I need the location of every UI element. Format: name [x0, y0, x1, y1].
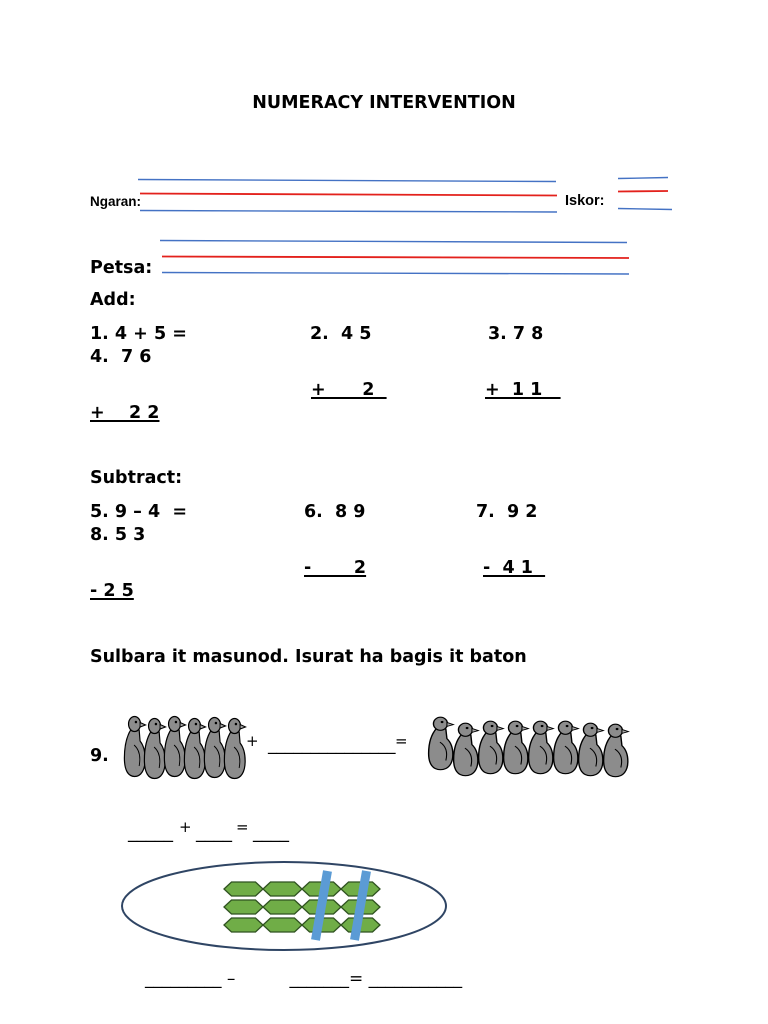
- sentence-equals-sign: =: [236, 818, 249, 836]
- add-problem-1: 1. 4 + 5 =: [90, 324, 187, 344]
- duck-group-right: [424, 712, 634, 782]
- answer-blank: _______________: [268, 735, 396, 755]
- page-title: NUMERACY INTERVENTION: [252, 93, 516, 113]
- add-heading: Add:: [90, 290, 136, 310]
- duck-icon: [124, 717, 145, 777]
- problem-9-number: 9.: [90, 746, 109, 766]
- subtract-problem-6-bottom: - 2: [304, 558, 367, 578]
- subtract-problem-5: 5. 9 – 4 =: [90, 502, 188, 522]
- subtract-problem-6-top: 6. 8 9: [304, 502, 366, 522]
- duck-group-left: [122, 712, 250, 784]
- score-line-middle: [618, 191, 668, 192]
- duck-icon: [504, 721, 529, 774]
- hexagon-block-icon: [224, 900, 263, 914]
- duck-icon: [429, 717, 454, 770]
- date-line-top: [160, 241, 627, 243]
- hexagon-block-icon: [263, 882, 302, 896]
- name-label: Ngaran:: [90, 194, 142, 209]
- score-label: Iskor:: [565, 193, 605, 209]
- add-problem-4-top: 4. 7 6: [90, 347, 152, 367]
- block-picture: [118, 857, 452, 957]
- subtract-problem-8-bottom: - 2 5: [90, 581, 134, 601]
- duck-icon: [144, 719, 165, 779]
- duck-icon: [224, 719, 245, 779]
- writing-lines: [0, 0, 768, 290]
- score-line-top: [618, 178, 668, 179]
- add-problem-4-bottom: + 2 2: [90, 403, 160, 423]
- date-label: Petsa:: [90, 258, 153, 278]
- duck-icon: [579, 723, 604, 776]
- hexagon-block-icon: [263, 900, 302, 914]
- date-line-bottom: [162, 273, 629, 275]
- duck-icon: [604, 724, 629, 777]
- add-problem-2-top: 2. 4 5: [310, 324, 372, 344]
- instruction-text: Sulbara it masunod. Isurat ha bagis it baton: [90, 647, 527, 667]
- plus-sign: +: [246, 732, 259, 750]
- name-line-bottom: [140, 211, 557, 213]
- subtract-problem-7-bottom: - 4 1: [483, 558, 546, 578]
- name-line-top: [138, 180, 556, 182]
- subtract-heading: Subtract:: [90, 468, 183, 488]
- subtraction-answer-line: _________ – _______= ___________: [145, 969, 463, 989]
- add-problem-3-bottom: + 1 1: [485, 380, 561, 400]
- name-line-middle: [140, 194, 557, 196]
- duck-icon: [184, 719, 205, 779]
- duck-icon: [164, 717, 185, 777]
- duck-icon: [204, 718, 225, 778]
- subtract-problem-7-top: 7. 9 2: [476, 502, 538, 522]
- score-line-bottom: [618, 209, 672, 210]
- sentence-blank-3: ____: [253, 822, 289, 843]
- subtract-problem-8-top: 8. 5 3: [90, 525, 146, 545]
- hexagon-block-icon: [224, 882, 263, 896]
- sentence-blank-2: ____: [196, 822, 232, 843]
- duck-icon: [479, 721, 504, 774]
- date-line-middle: [162, 257, 629, 259]
- equals-sign: =: [395, 732, 408, 750]
- add-problem-3-top: 3. 7 8: [488, 324, 544, 344]
- hexagon-block-icon: [263, 918, 302, 932]
- sentence-plus-sign: +: [179, 818, 192, 836]
- add-problem-2-bottom: + 2: [311, 380, 387, 400]
- duck-icon: [554, 721, 579, 774]
- duck-icon: [529, 721, 554, 774]
- hexagon-block-icon: [224, 918, 263, 932]
- sentence-blank-1: _____: [128, 822, 173, 843]
- duck-icon: [454, 723, 479, 776]
